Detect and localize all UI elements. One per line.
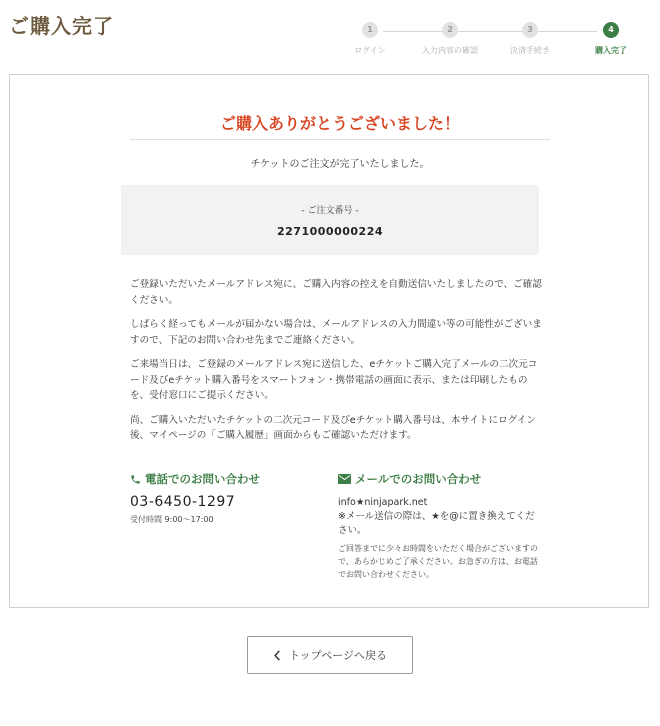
- step-number: 4: [603, 22, 619, 38]
- instruction-paragraph: ご来場当日は、ご登録のメールアドレス宛に送信した、eチケットご購入完了メールの二次元コード及びeチケット購入番号をスマートフォン・携帯電話の画面に表示、または印刷したものを、受付窓口にご提示ください。: [130, 359, 538, 401]
- order-number-box: [121, 185, 539, 255]
- order-number: 2271000000224: [277, 225, 383, 238]
- step-label: 決済手続き: [510, 46, 550, 55]
- back-button-label: トップページへ戻る: [288, 649, 387, 662]
- mail-heading-text: メールでのお問い合わせ: [355, 472, 482, 486]
- back-to-top-button[interactable]: [247, 636, 413, 674]
- thank-you-heading: ご購入ありがとうございました！: [219, 114, 460, 133]
- mail-contact: [338, 471, 543, 581]
- phone-number: 03-6450-1297: [130, 494, 236, 510]
- step-number: 2: [442, 22, 458, 38]
- step-number: 1: [362, 22, 378, 38]
- envelope-icon: [338, 474, 351, 484]
- phone-contact-heading: [130, 471, 320, 487]
- step-number: 3: [522, 22, 538, 38]
- step-label: 入力内容の確認: [422, 46, 478, 55]
- email-note: ※メール送信の際は、★を@に置き換えてください。: [338, 511, 535, 536]
- step-complete: [571, 22, 651, 56]
- chevron-left-icon: [273, 650, 281, 661]
- instruction-paragraph: しばらく経ってもメールが届かない場合は、メールアドレスの入力間違い等の可能性がございますので、下記のお問い合わせ先までご連絡ください。: [130, 319, 542, 346]
- phone-contact: [130, 471, 320, 525]
- progress-stepper: [335, 22, 645, 62]
- order-number-label: - ご注文番号 -: [301, 206, 359, 216]
- email-reply-note: ご回答までに少々お時間をいただく場合がございますので、あらかじめご了承ください。お急ぎの方は、お電話でお問い合わせください。: [338, 544, 538, 579]
- instruction-paragraph: ご登録いただいたメールアドレス宛に、ご購入内容の控えを自動送信いたしましたので、ご確認ください。: [130, 279, 542, 306]
- phone-heading-text: 電話でのお問い合わせ: [145, 472, 260, 486]
- phone-icon: [130, 474, 141, 485]
- step-payment: [490, 22, 570, 56]
- divider: [130, 139, 550, 140]
- step-login: [330, 22, 410, 56]
- business-hours: 受付時間 9:00～17:00: [130, 515, 214, 524]
- instructions: [130, 277, 542, 453]
- step-label: 購入完了: [595, 46, 627, 55]
- mail-contact-heading: [338, 471, 543, 487]
- step-confirm: [410, 22, 490, 56]
- page-title: ご購入完了: [9, 14, 114, 38]
- email-address: info★ninjapark.net: [338, 497, 428, 508]
- instruction-paragraph: 尚、ご購入いただいたチケットの二次元コード及びeチケット購入番号は、本サイトにログイン後、マイページの「ご購入履歴」画面からもご確認いただけます。: [130, 414, 536, 441]
- completion-card: [9, 74, 649, 608]
- step-label: ログイン: [354, 46, 386, 55]
- order-complete-message: チケットのご注文が完了いたしました。: [250, 159, 430, 170]
